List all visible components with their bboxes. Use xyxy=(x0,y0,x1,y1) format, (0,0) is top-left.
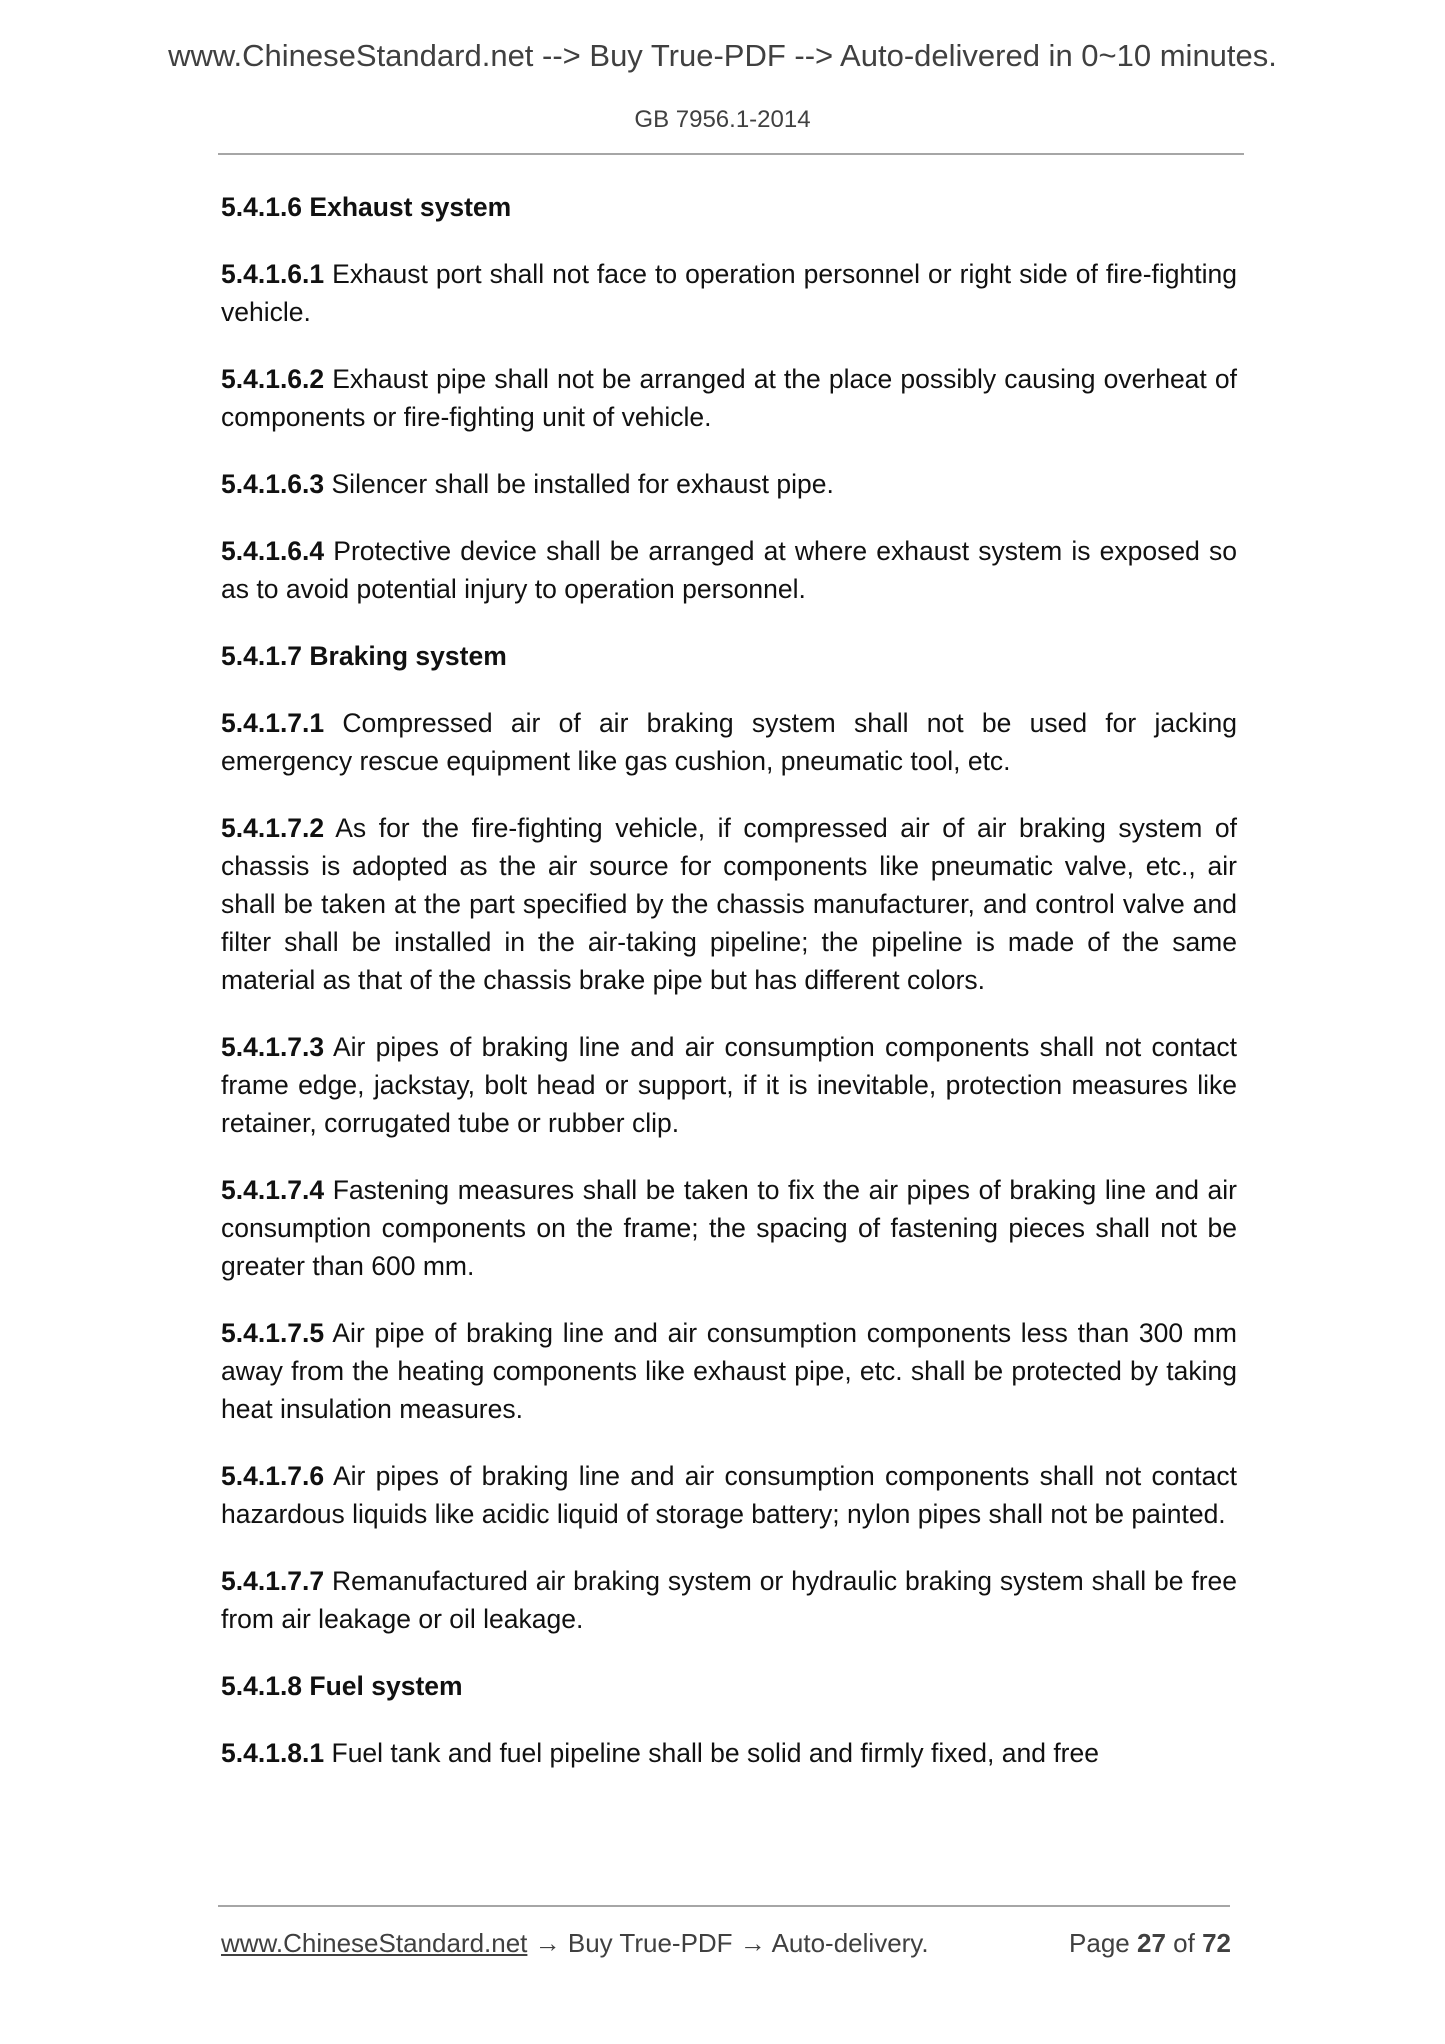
clause: 5.4.1.6.3 Silencer shall be installed for exhaust pipe. xyxy=(221,469,834,499)
header-divider xyxy=(218,153,1244,155)
clause: 5.4.1.7.6 Air pipes of braking line and air consumption components shall not contact hazardous liquids like acidic liquid of storage battery; nylon pipes shall not be painted. xyxy=(221,1461,1237,1529)
clause: 5.4.1.6.4 Protective device shall be arranged at where exhaust system is exposed so as to avoid potential injury to operation personnel. xyxy=(221,536,1237,604)
clause: 5.4.1.7.4 Fastening measures shall be taken to fix the air pipes of braking line and air consumption components on the frame; the spacing of fastening pieces shall not be greater than 600 mm. xyxy=(221,1175,1237,1281)
section-heading: 5.4.1.6 Exhaust system xyxy=(221,192,512,222)
total-pages: 72 xyxy=(1202,1928,1231,1958)
footer-divider xyxy=(218,1905,1230,1907)
clause: 5.4.1.7.5 Air pipe of braking line and air consumption components less than 300 mm away from the heating components like exhaust pipe, etc. shall be protected by taking heat insulation measures. xyxy=(221,1318,1237,1424)
document-body xyxy=(221,188,1237,1801)
document-code: GB 7956.1-2014 xyxy=(634,106,811,133)
section-heading: 5.4.1.8 Fuel system xyxy=(221,1671,463,1701)
clause: 5.4.1.7.3 Air pipes of braking line and air consumption components shall not contact frame edge, jackstay, bolt head or support, if it is inevitable, protection measures like retainer, corrugated tube or rubber clip. xyxy=(221,1032,1237,1138)
current-page: 27 xyxy=(1137,1928,1166,1958)
clause: 5.4.1.7.7 Remanufactured air braking system or hydraulic braking system shall be free from air leakage or oil leakage. xyxy=(221,1566,1237,1634)
site-link[interactable]: www.ChineseStandard.net xyxy=(221,1928,528,1958)
clause: 5.4.1.7.1 Compressed air of air braking system shall not be used for jacking emergency rescue equipment like gas cushion, pneumatic tool, etc. xyxy=(221,708,1237,776)
clause: 5.4.1.8.1 Fuel tank and fuel pipeline shall be solid and firmly fixed, and free xyxy=(221,1738,1099,1768)
footer-left: www.ChineseStandard.net → Buy True-PDF → Auto-delivery. xyxy=(221,1928,929,1958)
top-banner: www.ChineseStandard.net --> Buy True-PDF --> Auto-delivered in 0~10 minutes. xyxy=(168,38,1277,73)
page-footer xyxy=(221,1928,1231,1959)
section-heading: 5.4.1.7 Braking system xyxy=(221,641,507,671)
clause: 5.4.1.6.1 Exhaust port shall not face to operation personnel or right side of fire-fighting vehicle. xyxy=(221,259,1237,327)
clause: 5.4.1.7.2 As for the fire-fighting vehicle, if compressed air of air braking system of chassis is adopted as the air source for components like pneumatic valve, etc., air shall be taken at the part specified by the chassis manufacturer, and control valve and filter shall be installed in the air-taking pipeline; the pipeline is made of the same material as that of the chassis brake pipe but has different colors. xyxy=(221,813,1237,995)
clause: 5.4.1.6.2 Exhaust pipe shall not be arranged at the place possibly causing overheat of components or fire-fighting unit of vehicle. xyxy=(221,364,1237,432)
page-indicator: Page 27 of 72 xyxy=(1069,1928,1231,1958)
